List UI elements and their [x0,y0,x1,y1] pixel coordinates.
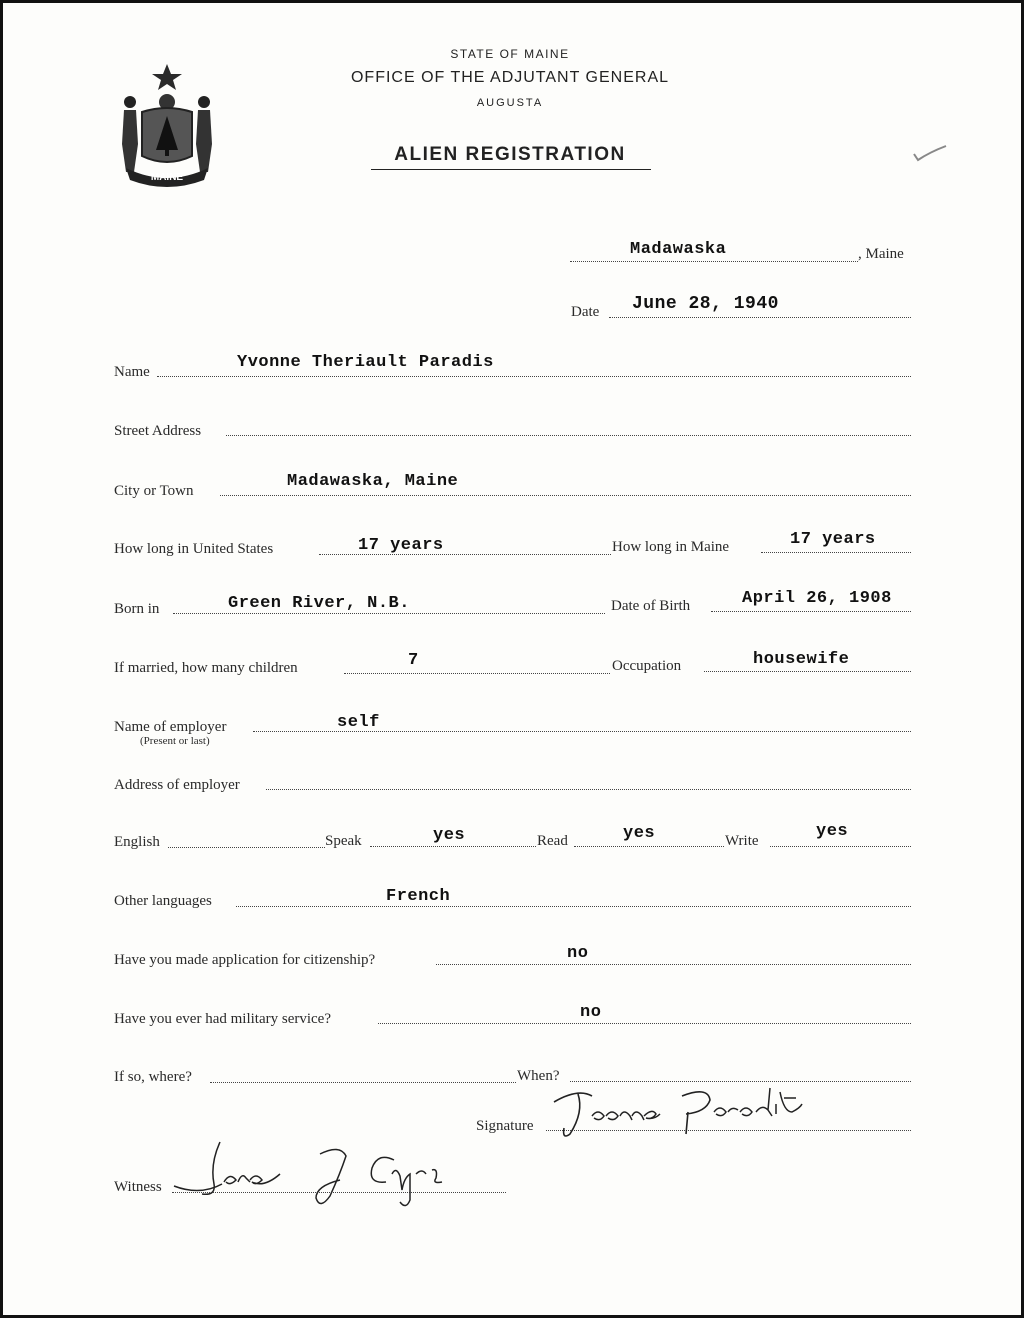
street-address-line [226,435,911,436]
form-title: ALIEN REGISTRATION [394,144,626,165]
date-line [609,317,911,318]
other-languages-label: Other languages [114,893,212,909]
children-value: 7 [408,651,419,670]
employer-label: Name of employer [114,719,227,735]
employer-sublabel: (Present or last) [140,735,210,747]
place-suffix: , Maine [858,246,904,262]
speak-line [370,846,536,847]
other-languages-line [236,906,911,907]
write-label: Write [725,833,759,849]
signature-handwriting [548,1082,838,1142]
how-long-maine-value: 17 years [790,530,876,549]
city-label: City or Town [114,483,194,499]
date-value: June 28, 1940 [632,294,779,314]
how-long-maine-line [761,552,911,553]
if-so-where-line [210,1082,516,1083]
signature-label: Signature [476,1118,534,1134]
born-in-value: Green River, N.B. [228,594,410,613]
employer-address-label: Address of employer [114,777,240,793]
office-heading: OFFICE OF THE ADJUTANT GENERAL [350,69,670,86]
occupation-value: housewife [753,650,850,669]
read-line [574,846,724,847]
other-languages-value: French [386,887,451,906]
place-value: Madawaska [630,240,727,259]
date-of-birth-value: April 26, 1908 [742,589,892,608]
when-label: When? [517,1068,560,1084]
name-value: Yvonne Theriault Paradis [237,353,494,372]
how-long-us-label: How long in United States [114,541,274,557]
children-label: If married, how many children [114,660,298,676]
speak-label: Speak [325,833,362,849]
citizenship-label: Have you made application for citizenship? [114,952,376,968]
city-value: Madawaska, Maine [287,472,459,491]
occupation-line [704,671,911,672]
date-of-birth-label: Date of Birth [611,598,691,614]
city-line [220,495,911,496]
name-line [157,376,911,377]
date-of-birth-line [711,611,911,612]
military-value: no [580,1003,602,1022]
citizenship-line [436,964,911,965]
employer-address-line [266,789,911,790]
english-label: English [114,834,160,850]
city-heading: AUGUSTA [476,97,544,109]
witness-handwriting [170,1134,470,1214]
how-long-us-value: 17 years [358,536,444,555]
children-line [344,673,610,674]
title-underline [371,169,651,170]
date-label: Date [571,304,600,320]
read-value: yes [623,824,656,843]
state-heading: STATE OF MAINE [450,47,570,61]
military-line [378,1023,911,1024]
write-line [770,846,911,847]
speak-value: yes [433,826,466,845]
citizenship-value: no [567,944,589,963]
street-address-label: Street Address [114,423,202,439]
how-long-maine-label: How long in Maine [612,539,730,555]
witness-label: Witness [114,1179,162,1195]
svg-text:MAINE: MAINE [150,172,184,183]
read-label: Read [537,833,568,849]
place-line [570,261,858,262]
born-in-line [173,613,605,614]
checkmark-icon [912,144,948,164]
employer-value: self [337,713,380,732]
name-label: Name [114,364,150,380]
occupation-label: Occupation [612,658,682,674]
born-in-label: Born in [114,601,160,617]
english-line [168,847,325,848]
military-label: Have you ever had military service? [114,1011,331,1027]
state-seal-icon [112,60,222,188]
write-value: yes [816,822,849,841]
if-so-where-label: If so, where? [114,1069,192,1085]
